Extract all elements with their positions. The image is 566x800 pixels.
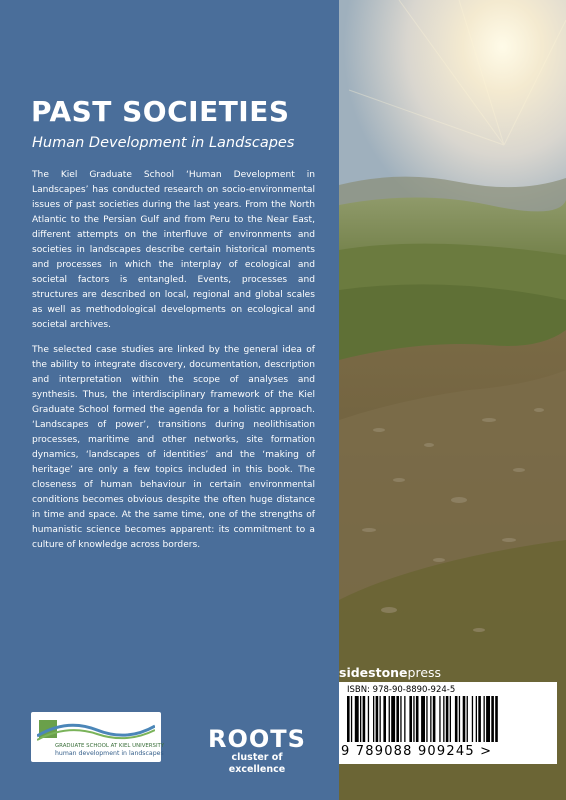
blurb xyxy=(32,168,315,563)
roots-tagline: cluster of excellence xyxy=(228,752,286,775)
book-subtitle: Human Development in Landscapes xyxy=(32,135,295,151)
barcode-digits: 9 789088 909245 > xyxy=(341,744,493,759)
book-title: PAST SOCIETIES xyxy=(31,95,290,128)
landscape-wave-icon xyxy=(37,716,155,744)
publisher-logo xyxy=(339,665,441,681)
publisher-name-bold: sidestone xyxy=(339,665,408,680)
roots-logo xyxy=(202,726,312,776)
blurb-paragraph: The selected case studies are linked by the general idea of the ability to integrate discovery, documentation, description and interpretation within the scope of analyses and synthesis. Thus, the interdisciplinary framework of the Kiel Graduate School formed the agenda for a holistic approach. ‘Landscapes of power’, transitions during neolithisation processes, maritime and other networks, site formation dynamics, ‘landscapes of identities’ and the ‘making of heritage’ are only a few topics included in this book. The closeness of human behaviour in certain environmental conditions becomes obvious despite the often huge distance in time and space. At the same time, one of the strengths of humanistic science becomes apparent: its commitment to a culture of knowledge across borders. xyxy=(32,345,315,550)
publisher-name-regular: press xyxy=(407,665,442,680)
barcode-panel xyxy=(339,682,557,764)
graduate-school-logo xyxy=(31,712,165,762)
graduate-school-tagline: human development in landscapes xyxy=(55,750,164,757)
isbn-label: ISBN: 978-90-8890-924-5 xyxy=(347,685,456,695)
barcode-icon xyxy=(345,696,551,744)
graduate-school-label: GRADUATE SCHOOL AT KIEL UNIVERSITY xyxy=(55,743,165,749)
blurb-paragraph: The Kiel Graduate School ‘Human Development in Landscapes’ has conducted research on socio-environmental issues of past societies during the last years. From the North Atlantic to the Persian Gulf and from Peru to the Near East, different attempts on the interfluve of environments and societies in landscapes describe certain historical moments and processes in which the interplay of ecological and societal factors is entangled. Events, processes and structures are described on local, regional and global scales as well as methodological developments on ecological and societal archives. xyxy=(32,170,315,330)
roots-wordmark: ROOTS xyxy=(208,725,306,753)
